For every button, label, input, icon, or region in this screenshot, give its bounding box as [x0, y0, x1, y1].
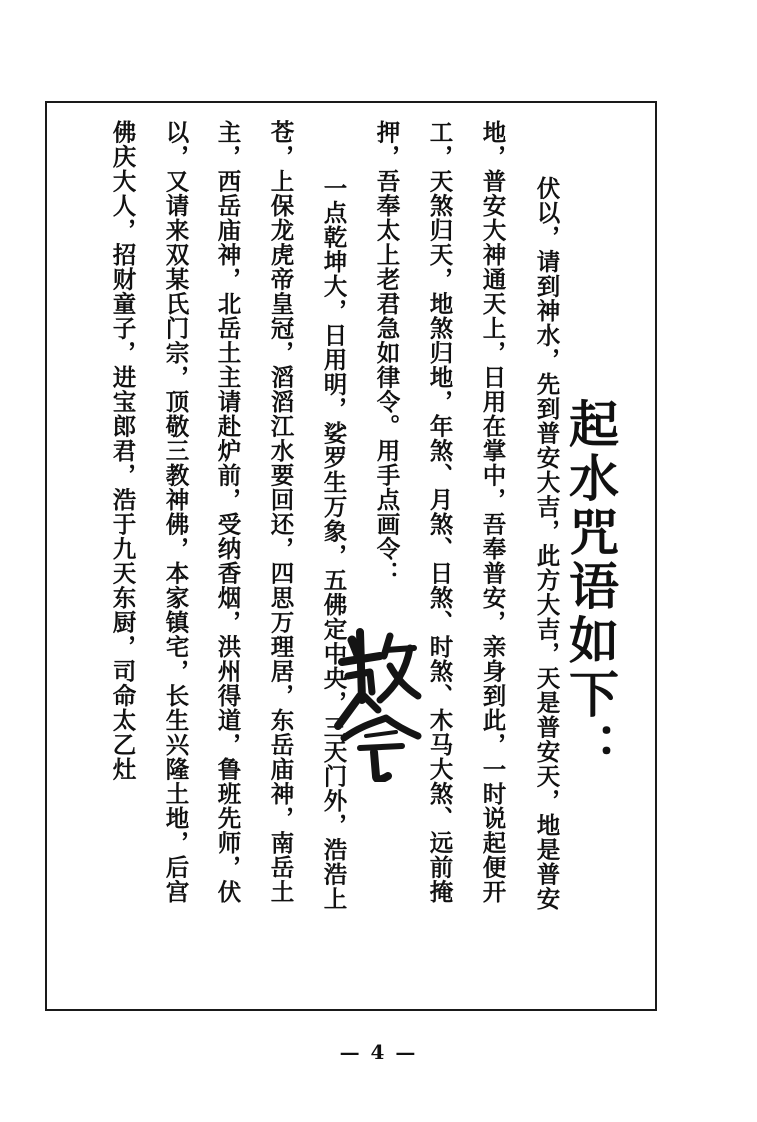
text-column-3: 工，天煞归天，地煞归地，年煞、月煞、日煞、时煞、木马大煞、远前掩	[425, 120, 454, 904]
text-column-4: 押，吾奉太上老君急如律令。用手点画令：	[372, 120, 401, 586]
text-column-9: 佛庆大人，招财童子，进宝郎君，浩于九天东厨，司命太乙灶	[108, 120, 137, 782]
section-title: 起水咒语如下：	[561, 398, 620, 776]
text-column-1: 伏以，请到神水，先到普安大吉，此方大吉，天是普安天，地是普安	[532, 176, 561, 911]
text-column-2: 地，普安大神通天上，日用在掌中，吾奉普安，亲身到此，一时说起便开	[478, 120, 507, 904]
text-column-6: 苍，上保龙虎帝皇冠，滔滔江水要回还，四思万理居，东岳庙神，南岳土	[266, 120, 295, 904]
text-column-5: 一点乾坤大，日用明，娑罗生万象，五佛定中央，三天门外，浩浩上	[319, 176, 348, 911]
text-column-7: 主，西岳庙神，北岳土主请赴炉前，受纳香烟，洪州得道，鲁班先师，伏	[213, 120, 242, 904]
text-column-8: 以，又请来双某氏门宗，顶敬三教神佛，本家镇宅，长生兴隆土地，后宫	[161, 120, 190, 904]
page-number: — 4 —	[339, 1040, 418, 1064]
talisman-glyph	[330, 626, 424, 782]
